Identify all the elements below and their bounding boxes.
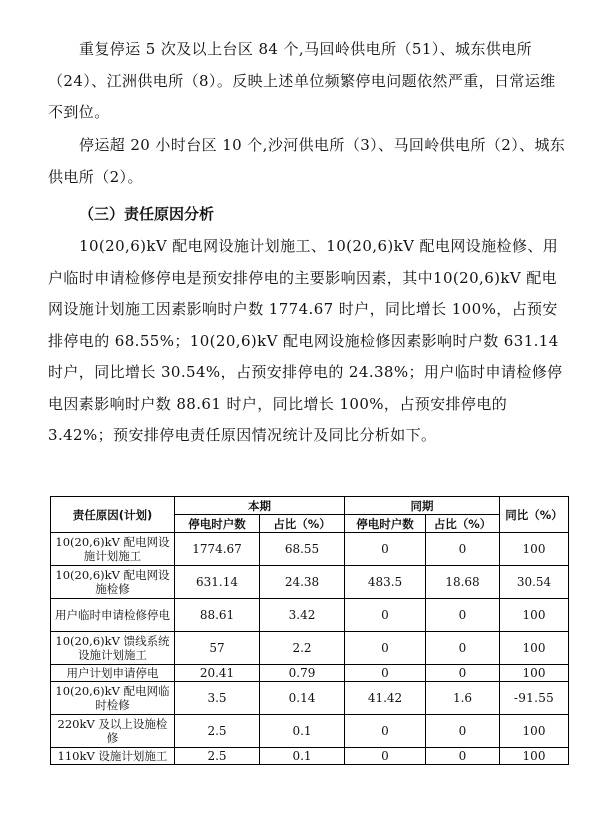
current-share-cell: 0.1	[260, 748, 345, 765]
header-current-share: 占比（%）	[260, 515, 345, 533]
table-row	[51, 599, 569, 632]
header-yoy: 同比（%）	[500, 497, 569, 533]
previous-hours-cell: 0	[345, 533, 426, 566]
current-share-cell: 3.42	[260, 599, 345, 632]
current-share-cell: 24.38	[260, 566, 345, 599]
current-hours-cell: 2.5	[175, 748, 260, 765]
table-row	[51, 632, 569, 665]
reason-cell: 10(20,6)kV 配电网设施检修	[51, 566, 175, 599]
header-reason: 责任原因(计划)	[51, 497, 175, 533]
reason-cell: 220kV 及以上设施检修	[51, 715, 175, 748]
previous-share-cell: 0	[426, 665, 500, 682]
previous-hours-cell: 0	[345, 715, 426, 748]
table-row	[51, 533, 569, 566]
current-share-cell: 68.55	[260, 533, 345, 566]
current-hours-cell: 2.5	[175, 715, 260, 748]
paragraph-long-outages: 停运超 20 小时台区 10 个,沙河供电所（3）、马回岭供电所（2）、城东供电所（2）。	[48, 136, 566, 186]
current-hours-cell: 20.41	[175, 665, 260, 682]
previous-hours-cell: 0	[345, 599, 426, 632]
current-hours-cell: 57	[175, 632, 260, 665]
reason-cell: 10(20,6)kV 配电网临时检修	[51, 682, 175, 715]
previous-hours-cell: 483.5	[345, 566, 426, 599]
previous-hours-cell: 41.42	[345, 682, 426, 715]
reason-cell: 用户计划申请停电	[51, 665, 175, 682]
yoy-cell: 100	[500, 665, 569, 682]
table-row	[51, 682, 569, 715]
responsibility-table	[50, 496, 569, 765]
previous-share-cell: 1.6	[426, 682, 500, 715]
table-row	[51, 665, 569, 682]
table-row	[51, 748, 569, 765]
yoy-cell: 30.54	[500, 566, 569, 599]
current-hours-cell: 1774.67	[175, 533, 260, 566]
current-share-cell: 0.14	[260, 682, 345, 715]
reason-cell: 10(20,6)kV 馈线系统设施计划施工	[51, 632, 175, 665]
header-current-hours: 停电时户数	[175, 515, 260, 533]
current-hours-cell: 88.61	[175, 599, 260, 632]
table-row	[51, 566, 569, 599]
previous-share-cell: 0	[426, 599, 500, 632]
yoy-cell: 100	[500, 632, 569, 665]
reason-cell: 10(20,6)kV 配电网设施计划施工	[51, 533, 175, 566]
section-heading: （三）责任原因分析	[79, 205, 215, 223]
current-share-cell: 2.2	[260, 632, 345, 665]
yoy-cell: -91.55	[500, 682, 569, 715]
table-row	[51, 715, 569, 748]
current-hours-cell: 631.14	[175, 566, 260, 599]
previous-hours-cell: 0	[345, 665, 426, 682]
header-previous-share: 占比（%）	[426, 515, 500, 533]
previous-share-cell: 0	[426, 715, 500, 748]
previous-share-cell: 0	[426, 632, 500, 665]
yoy-cell: 100	[500, 748, 569, 765]
previous-share-cell: 18.68	[426, 566, 500, 599]
current-hours-cell: 3.5	[175, 682, 260, 715]
current-share-cell: 0.1	[260, 715, 345, 748]
header-previous-hours: 停电时户数	[345, 515, 426, 533]
current-share-cell: 0.79	[260, 665, 345, 682]
yoy-cell: 100	[500, 599, 569, 632]
paragraph-analysis: 10(20,6)kV 配电网设施计划施工、10(20,6)kV 配电网设施检修、用户临时申请检修停电是预安排停电的主要影响因素，其中10(20,6)kV 配电网设施计划施工因素影响时户数 1774.67 时户，同比增长 100%，占预安排停电的 68.55%；10(20,6)kV 配电网设施检修因素影响时户数 631.14 时户，同比增长 30.54%，占预安排停电的 24.38%；用户临时申请检修停电因素影响时户数 88.61 时户，同比增长 100%，占预安排停电的 3.42%；预安排停电责任原因情况统计及同比分析如下。	[48, 237, 563, 444]
previous-hours-cell: 0	[345, 632, 426, 665]
yoy-cell: 100	[500, 715, 569, 748]
reason-cell: 用户临时申请检修停电	[51, 599, 175, 632]
yoy-cell: 100	[500, 533, 569, 566]
previous-share-cell: 0	[426, 748, 500, 765]
previous-hours-cell: 0	[345, 748, 426, 765]
header-previous: 同期	[345, 497, 500, 515]
header-current: 本期	[175, 497, 345, 515]
paragraph-repeat-outages: 重复停运 5 次及以上台区 84 个,马回岭供电所（51）、城东供电所（24）、江洲供电所（8）。反映上述单位频繁停电问题依然严重，日常运维不到位。	[48, 40, 556, 121]
reason-cell: 110kV 设施计划施工	[51, 748, 175, 765]
previous-share-cell: 0	[426, 533, 500, 566]
